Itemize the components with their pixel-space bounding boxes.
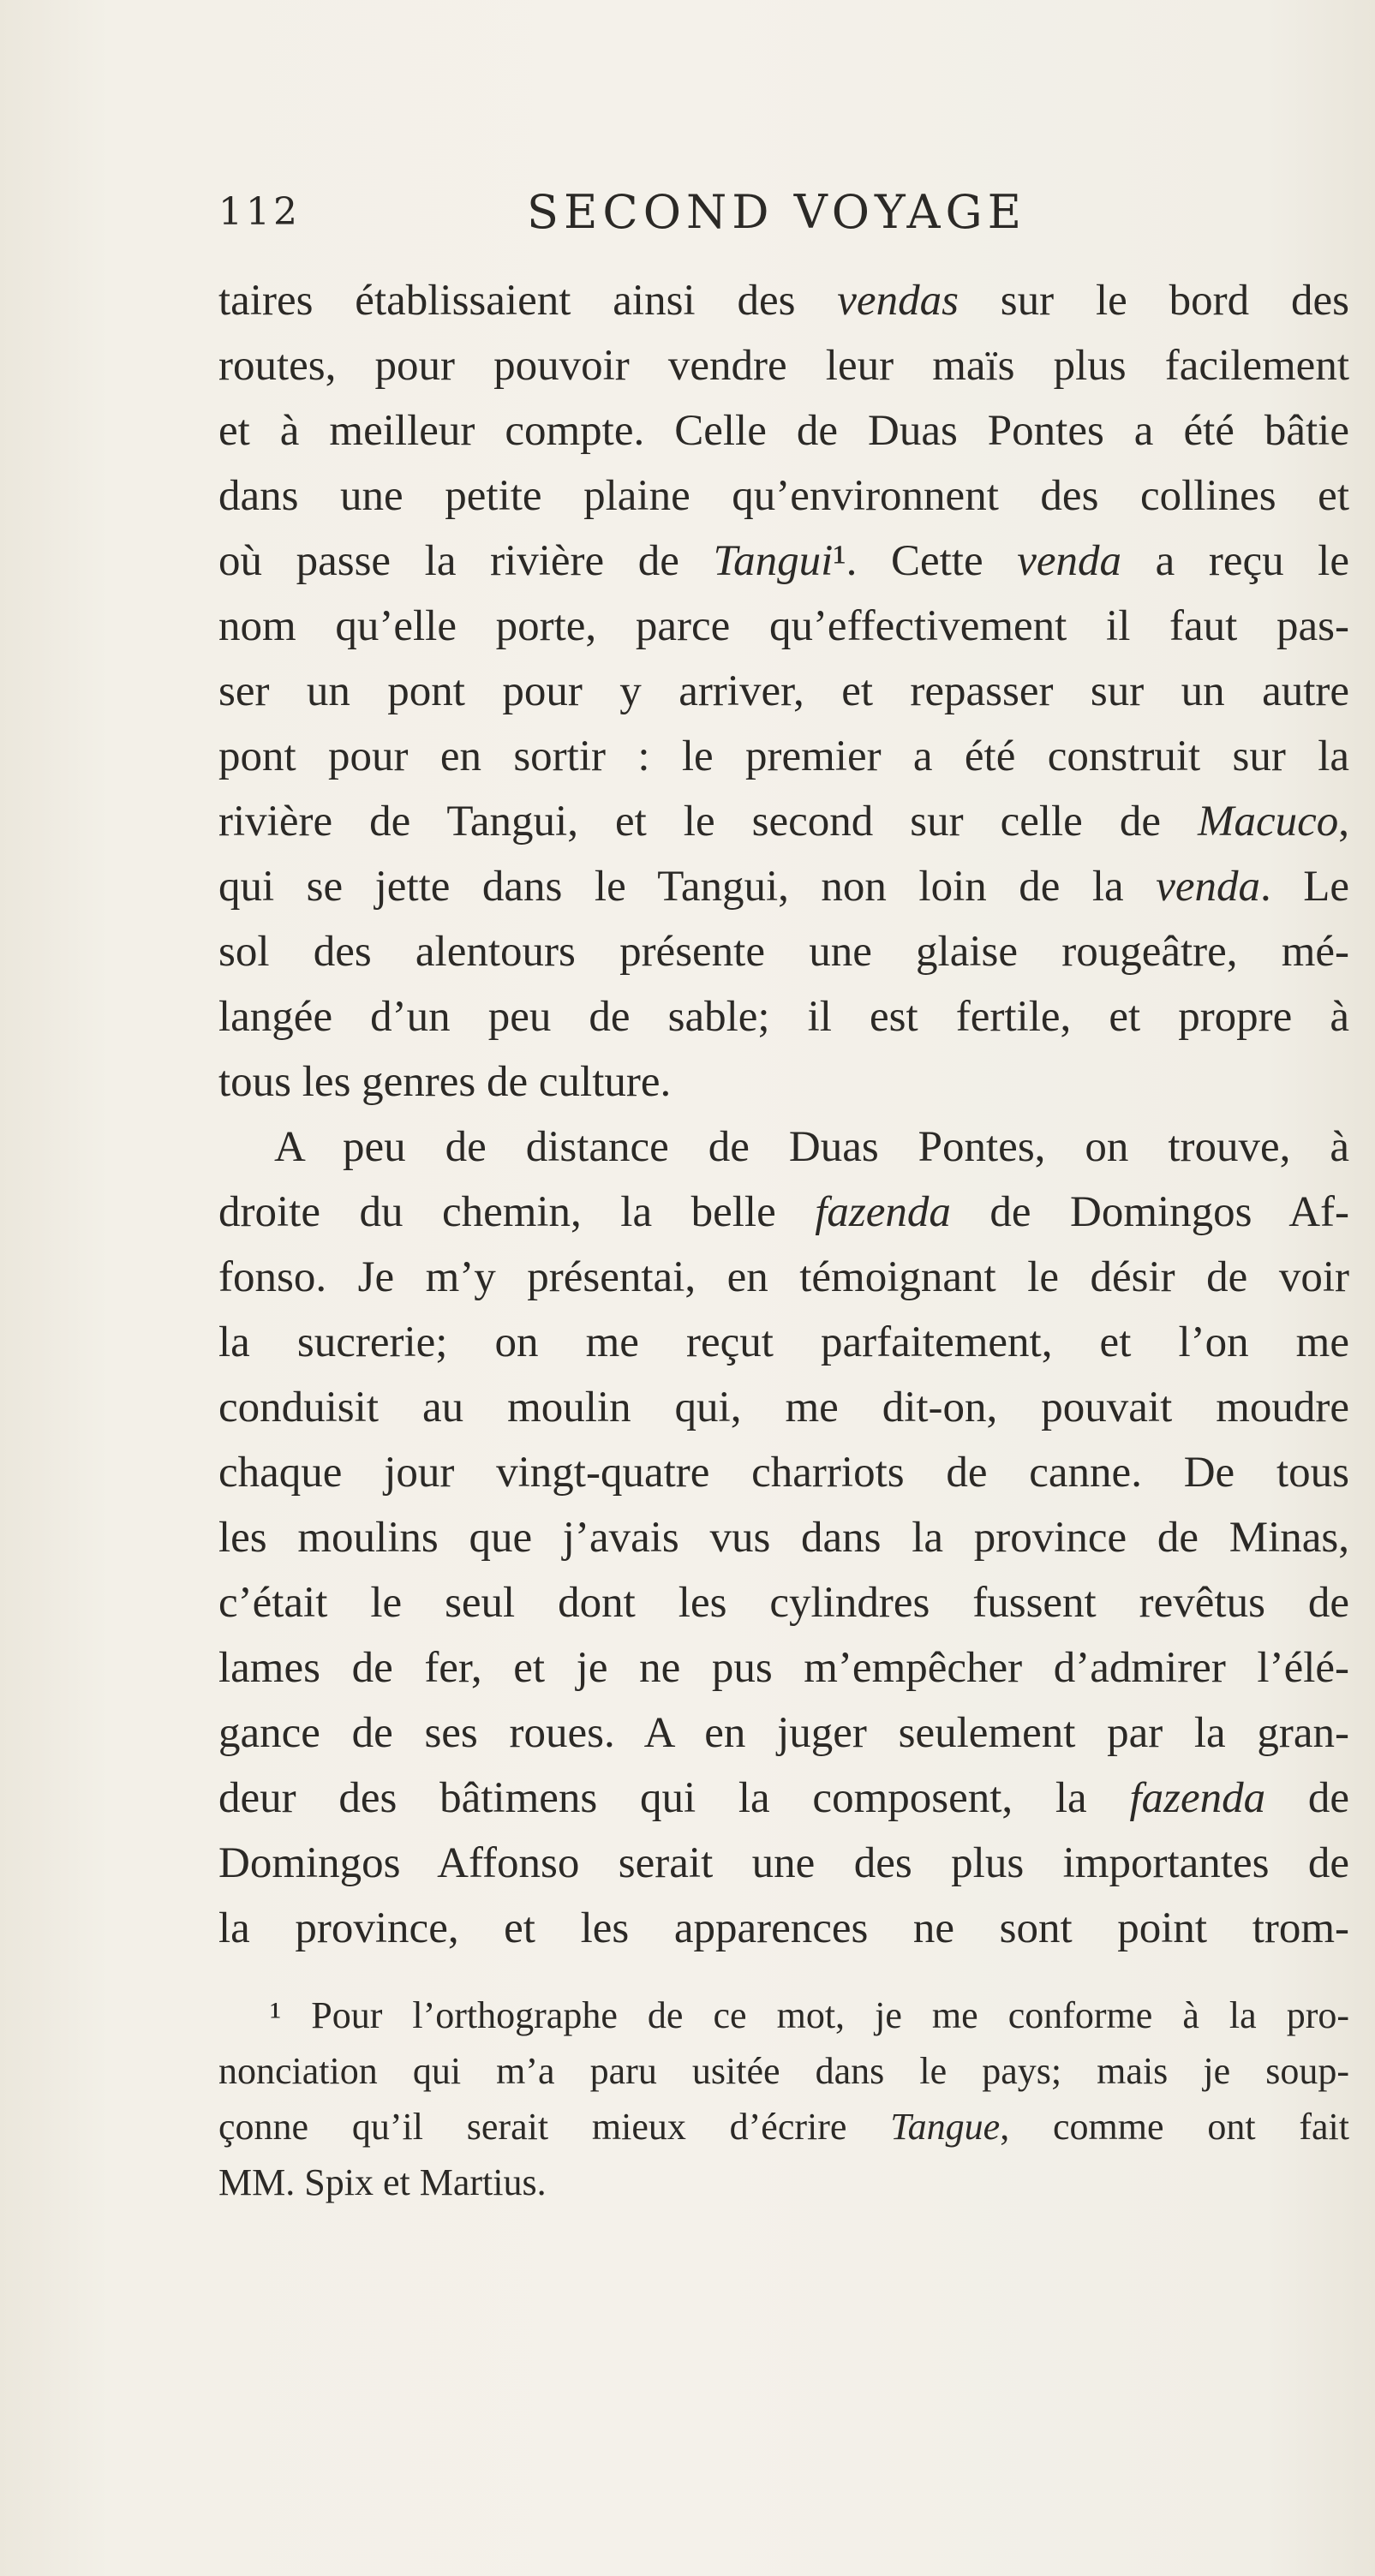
text-line: fonso. Je m’y présentai, en témoignant le désir de voir (218, 1253, 1349, 1301)
text-line: Domingos Affonso serait une des plus importantes de (218, 1839, 1349, 1887)
text-line: la sucrerie; on me reçut parfaitement, et l’on me (218, 1318, 1349, 1366)
running-title: SECOND VOYAGE (527, 185, 1027, 239)
footnote (218, 1987, 1349, 2210)
footnote-line: nonciation qui m’a paru usitée dans le pays; mais je soup- (218, 2050, 1349, 2092)
page-number: 112 (218, 190, 301, 234)
footnote-line: MM. Spix et Martius. (218, 2161, 547, 2203)
text-line: lames de fer, et je ne pus m’empêcher d’admirer l’élé- (218, 1644, 1349, 1692)
text-line: rivière de Tangui, et le second sur celle de Macuco, (218, 798, 1349, 846)
text-line: langée d’un peu de sable; il est fertile, et propre à (218, 993, 1349, 1041)
text-line: où passe la rivière de Tangui¹. Cette venda a reçu le (218, 537, 1349, 585)
footnote-marker: ¹. Cette (833, 537, 1018, 585)
text-line: nom qu’elle porte, parce qu’effectivement il faut pas- (218, 602, 1349, 650)
footnote-line: çonne qu’il serait mieux d’écrire Tangue, comme ont fait (218, 2106, 1349, 2148)
text-line: dans une petite plaine qu’environnent des collines et (218, 472, 1349, 520)
footnote-line: ¹ Pour l’orthographe de ce mot, je me conforme à la pro- (270, 1994, 1349, 2036)
text-line: taires établissaient ainsi des vendas sur le bord des (218, 277, 1349, 325)
text-line: routes, pour pouvoir vendre leur maïs plus facilement (218, 342, 1349, 390)
paragraph-last-line: tous les genres de culture. (218, 1058, 672, 1106)
text-line: droite du chemin, la belle fazenda de Domingos Af- (218, 1188, 1349, 1236)
body-text (218, 268, 1349, 1961)
text-line: qui se jette dans le Tangui, non loin de la venda. Le (218, 863, 1350, 911)
text-line: chaque jour vingt-quatre charriots de canne. De tous (218, 1449, 1349, 1497)
text-line: les moulins que j’avais vus dans la province de Minas, (218, 1514, 1349, 1562)
text-line: c’était le seul dont les cylindres fussent revêtus de (218, 1579, 1349, 1627)
text-line: ser un pont pour y arriver, et repasser sur un autre (218, 667, 1349, 715)
text-line: et à meilleur compte. Celle de Duas Pontes a été bâtie (218, 407, 1349, 455)
paragraph-first-line: A peu de distance de Duas Pontes, on trouve, à (274, 1123, 1349, 1171)
text-line: deur des bâtimens qui la composent, la fazenda de (218, 1774, 1349, 1822)
text-line: pont pour en sortir : le premier a été construit sur la (218, 732, 1349, 780)
text-line: la province, et les apparences ne sont point trom- (218, 1904, 1349, 1952)
text-line: conduisit au moulin qui, me dit-on, pouvait moudre (218, 1384, 1349, 1431)
running-head (218, 185, 1349, 250)
text-line: gance de ses roues. A en juger seulement par la gran- (218, 1709, 1349, 1757)
text-line: sol des alentours présente une glaise rougeâtre, mé- (218, 928, 1349, 976)
